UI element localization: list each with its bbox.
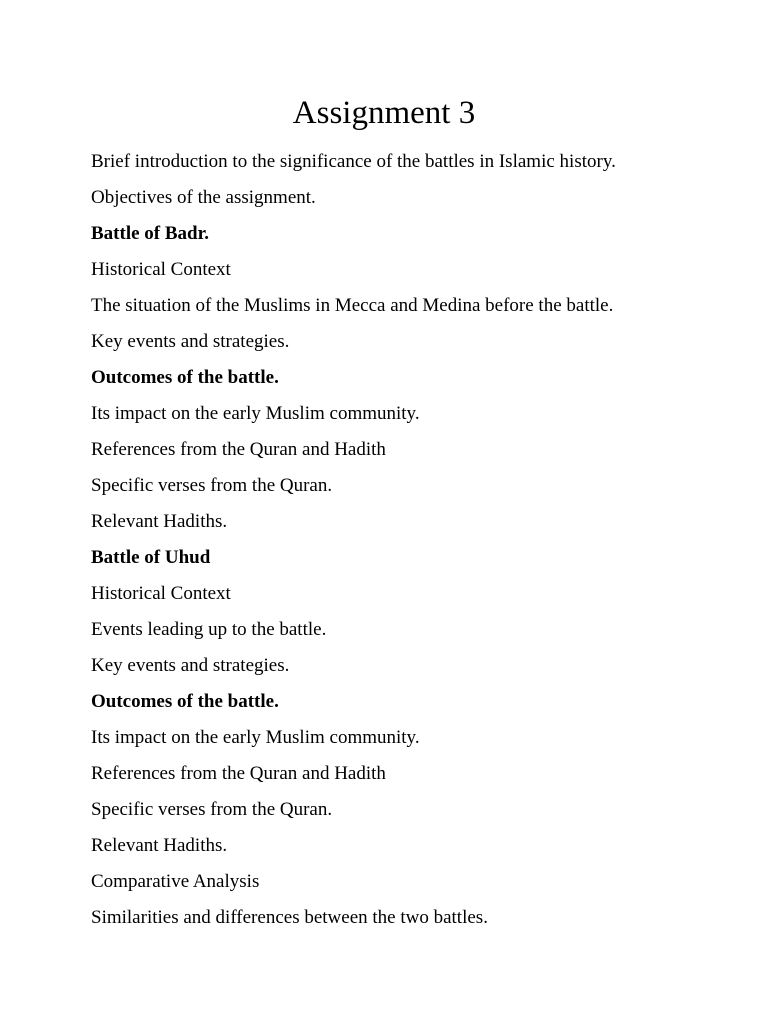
body-line: Relevant Hadiths. bbox=[91, 835, 228, 856]
body-line: Historical Context bbox=[91, 259, 231, 280]
body-line: Relevant Hadiths. bbox=[91, 511, 228, 532]
body-line: Key events and strategies. bbox=[91, 331, 290, 352]
section-heading: Outcomes of the battle. bbox=[91, 367, 279, 388]
section-heading: Battle of Badr. bbox=[91, 223, 210, 244]
body-line: Its impact on the early Muslim community. bbox=[91, 727, 420, 748]
body-line: Its impact on the early Muslim community. bbox=[91, 403, 420, 424]
body-line: Historical Context bbox=[91, 583, 231, 604]
body-line: The situation of the Muslims in Mecca and Medina before the battle. bbox=[91, 295, 614, 316]
section-heading: Outcomes of the battle. bbox=[91, 691, 279, 712]
body-line: Objectives of the assignment. bbox=[91, 187, 316, 208]
body-line: Events leading up to the battle. bbox=[91, 619, 327, 640]
body-line: Comparative Analysis bbox=[91, 871, 260, 892]
body-line: References from the Quran and Hadith bbox=[91, 763, 386, 784]
body-line: Key events and strategies. bbox=[91, 655, 290, 676]
document-body bbox=[91, 144, 731, 936]
body-line: Brief introduction to the significance of the battles in Islamic history. bbox=[91, 151, 616, 172]
section-heading: Battle of Uhud bbox=[91, 547, 211, 568]
body-line: References from the Quran and Hadith bbox=[91, 439, 386, 460]
body-line: Similarities and differences between the two battles. bbox=[91, 907, 488, 928]
body-line: Specific verses from the Quran. bbox=[91, 799, 333, 820]
document-title: Assignment 3 bbox=[292, 95, 476, 131]
body-line: Specific verses from the Quran. bbox=[91, 475, 333, 496]
